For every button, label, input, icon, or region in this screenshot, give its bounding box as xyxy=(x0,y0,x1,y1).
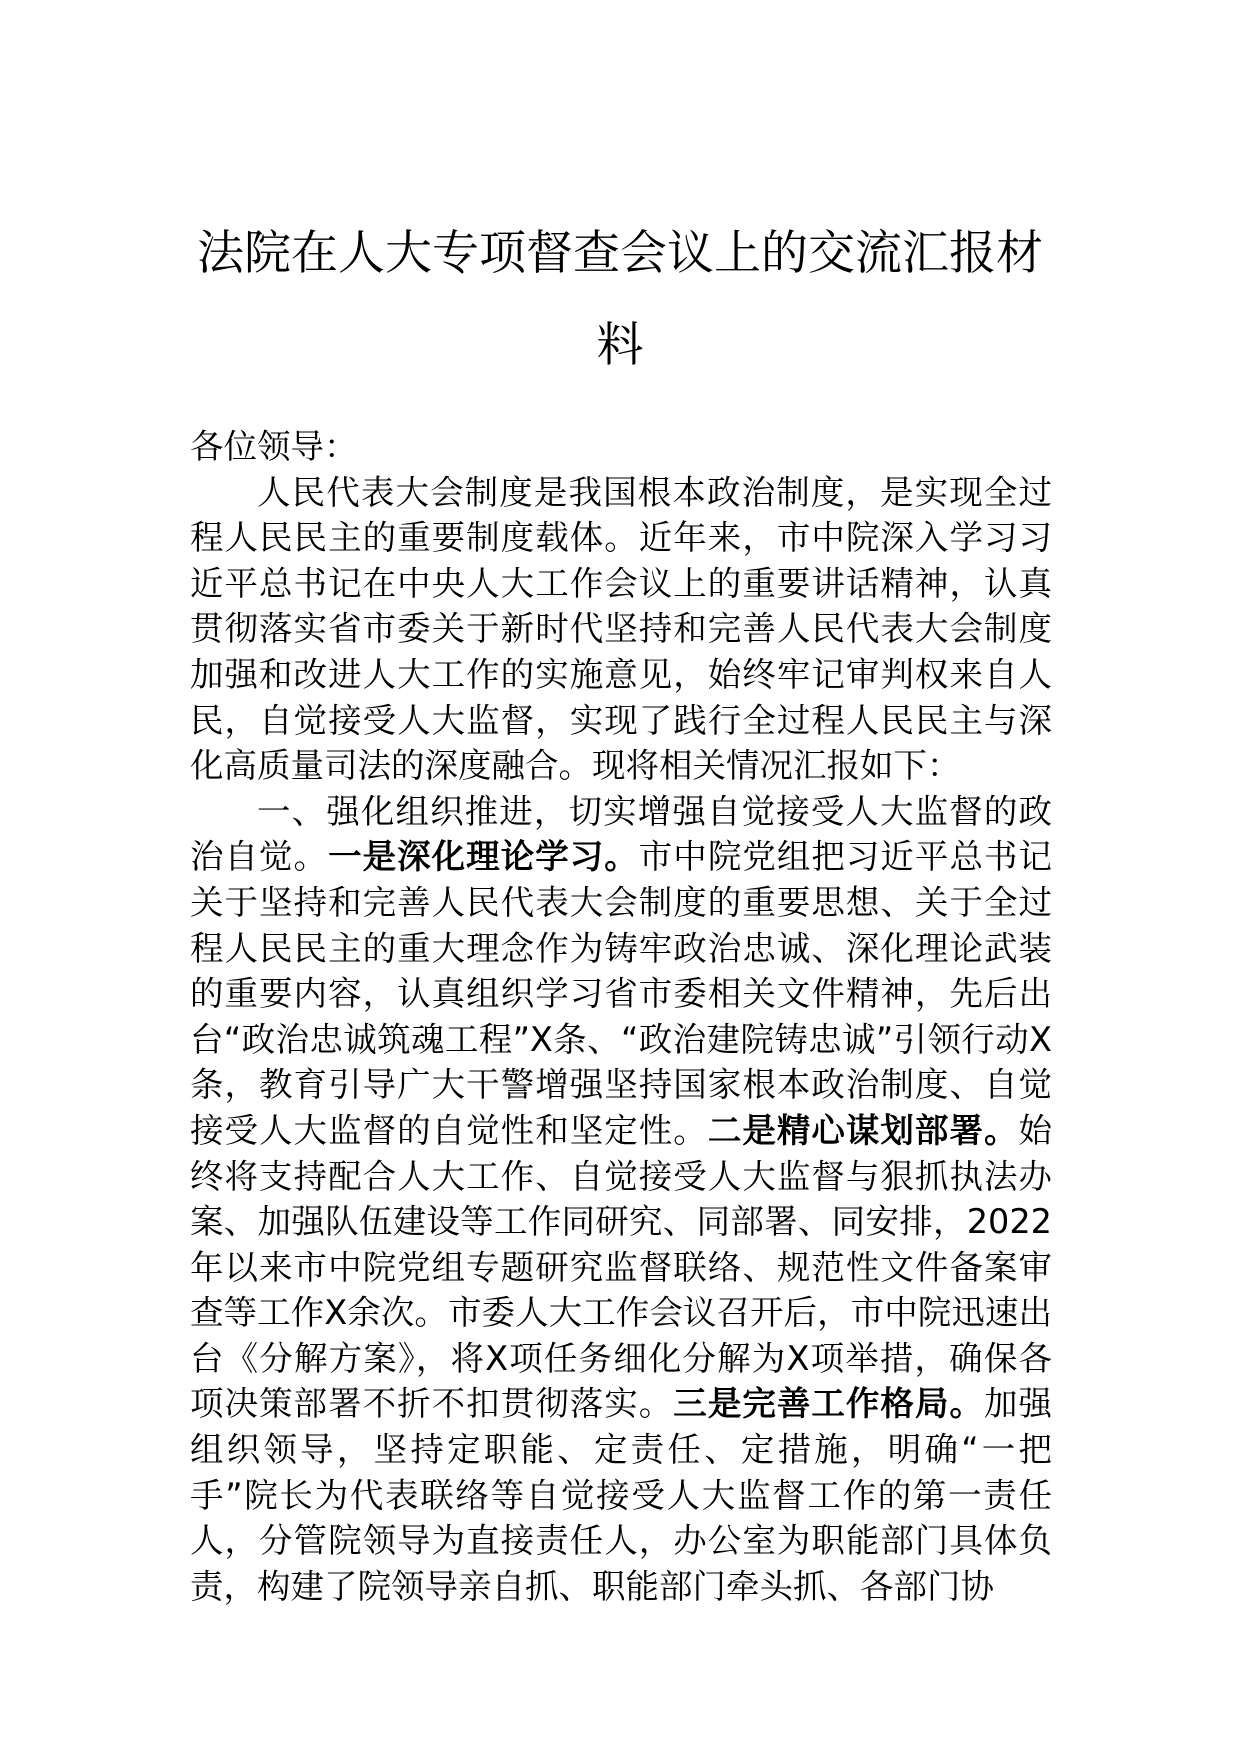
paragraph-intro xyxy=(190,470,1052,789)
document-body xyxy=(190,424,1052,1609)
salutation: 各位领导： xyxy=(190,427,358,466)
paragraph-text: 人民代表大会制度是我国根本政治制度，是实现全过程人民民主的重要制度载体。近年来，市中院深入学习习近平总书记在中央人大工作会议上的重要讲话精神，认真贯彻落实省市委关于新时代坚持和完善人民代表大会制度加强和改进人大工作的实施意见，始终牢记审判权来自人民，自觉接受人大监督，实现了践行全过程人民民主与深化高质量司法的深度融合。现将相关情况汇报如下： xyxy=(190,472,1052,786)
point-heading-one: 一是深化理论学习。 xyxy=(328,837,639,877)
document-title: 法院在人大专项督查会议上的交流汇报材料 xyxy=(197,226,1043,373)
point-heading-three: 三是完善工作格局。 xyxy=(673,1384,984,1424)
paragraph-section-one xyxy=(190,789,1052,1610)
section-heading: 一、强化组织推进，切实增强自觉接受人大监督的政治自觉。 xyxy=(190,791,1052,877)
point-heading-two: 二是精心谋划部署。 xyxy=(707,1110,1019,1150)
point-text-two: 始终将支持配合人大工作、自觉接受人大监督与狠抓执法办案、加强队伍建设等工作同研究、同部署、同安排，2022年以来市中院党组专题研究监督联络、规范性文件备案审查等工作X余次。市委人大工作会议召开后，市中院迅速出台《分解方案》，将X项任务细化分解为X项举措，确保各项决策部署不折不扣贯彻落实。 xyxy=(190,1110,1052,1424)
point-text-three: 加强组织领导，坚持定职能、定责任、定措施，明确“一把手”院长为代表联络等自觉接受人大监督工作的第一责任人，分管院领导为直接责任人，办公室为职能部门具体负责，构建了院领导亲自抓、职能部门牵头抓、各部门协 xyxy=(190,1384,1053,1606)
point-text-one: 市中院党组把习近平总书记关于坚持和完善人民代表大会制度的重要思想、关于全过程人民民主的重大理念作为铸牢政治忠诚、深化理论武装的重要内容，认真组织学习省市委相关文件精神，先后出台“政治忠诚筑魂工程”X条、“政治建院铸忠诚”引领行动X条，教育引导广大干警增强坚持国家根本政治制度、自觉接受人大监督的自觉性和坚定性。 xyxy=(190,837,1053,1150)
